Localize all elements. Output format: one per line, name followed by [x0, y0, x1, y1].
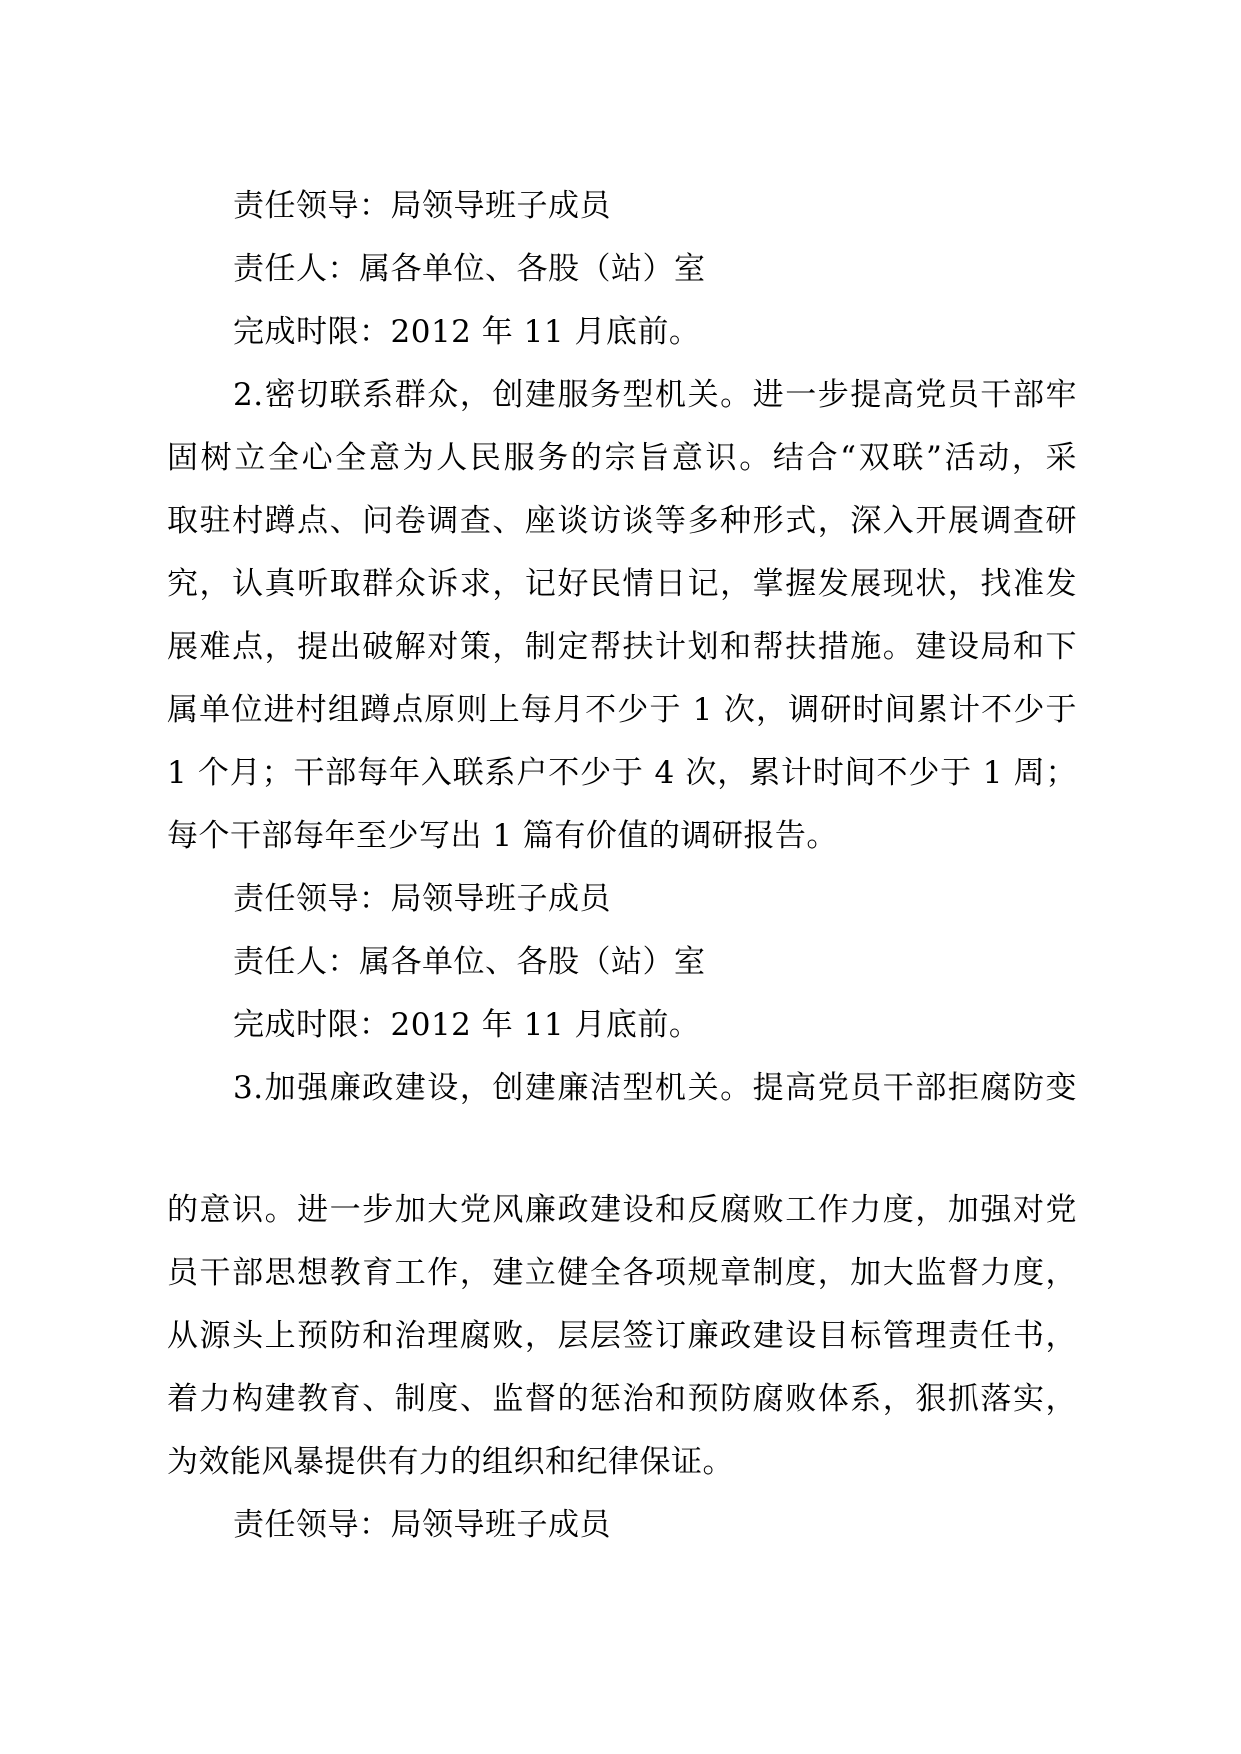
deadline-line: 完成时限：2012 年 11 月底前。 — [233, 1007, 701, 1043]
section2-paragraph-line: 固树立全心全意为人民服务的宗旨意识。结合“双联”活动，采 — [167, 440, 1077, 476]
section3-paragraph-line: 员干部思想教育工作，建立健全各项规章制度，加大监督力度， — [167, 1255, 1077, 1291]
section2-paragraph-line: 究，认真听取群众诉求，记好民情日记，掌握发展现状，找准发 — [167, 566, 1077, 602]
section2-paragraph-line: 展难点，提出破解对策，制定帮扶计划和帮扶措施。建设局和下 — [167, 629, 1077, 665]
section2-paragraph-line: 2.密切联系群众，创建服务型机关。进一步提高党员干部牢 — [233, 377, 1077, 413]
section3-paragraph-line: 着力构建教育、制度、监督的惩治和预防腐败体系，狠抓落实， — [167, 1381, 1077, 1417]
section3-paragraph-line: 的意识。进一步加大党风廉政建设和反腐败工作力度，加强对党 — [167, 1192, 1077, 1228]
section3-paragraph-line: 3.加强廉政建设，创建廉洁型机关。提高党员干部拒腐防变 — [233, 1070, 1077, 1106]
deadline-line: 完成时限：2012 年 11 月底前。 — [233, 314, 701, 350]
section2-paragraph-line: 每个干部每年至少写出 1 篇有价值的调研报告。 — [167, 818, 838, 854]
responsible-leader-line: 责任领导：局领导班子成员 — [233, 1507, 611, 1543]
responsible-leader-line: 责任领导：局领导班子成员 — [233, 188, 611, 224]
section2-paragraph-line: 属单位进村组蹲点原则上每月不少于 1 次，调研时间累计不少于 — [167, 692, 1077, 728]
responsible-person-line: 责任人：属各单位、各股（站）室 — [233, 944, 706, 980]
section2-paragraph-line: 1 个月；干部每年入联系户不少于 4 次，累计时间不少于 1 周； — [167, 755, 1077, 791]
section3-paragraph-line: 为效能风暴提供有力的组织和纪律保证。 — [167, 1444, 734, 1480]
section2-paragraph-line: 取驻村蹲点、问卷调查、座谈访谈等多种形式，深入开展调查研 — [167, 503, 1077, 539]
section3-paragraph-line: 从源头上预防和治理腐败，层层签订廉政建设目标管理责任书， — [167, 1318, 1077, 1354]
responsible-person-line: 责任人：属各单位、各股（站）室 — [233, 251, 706, 287]
responsible-leader-line: 责任领导：局领导班子成员 — [233, 881, 611, 917]
